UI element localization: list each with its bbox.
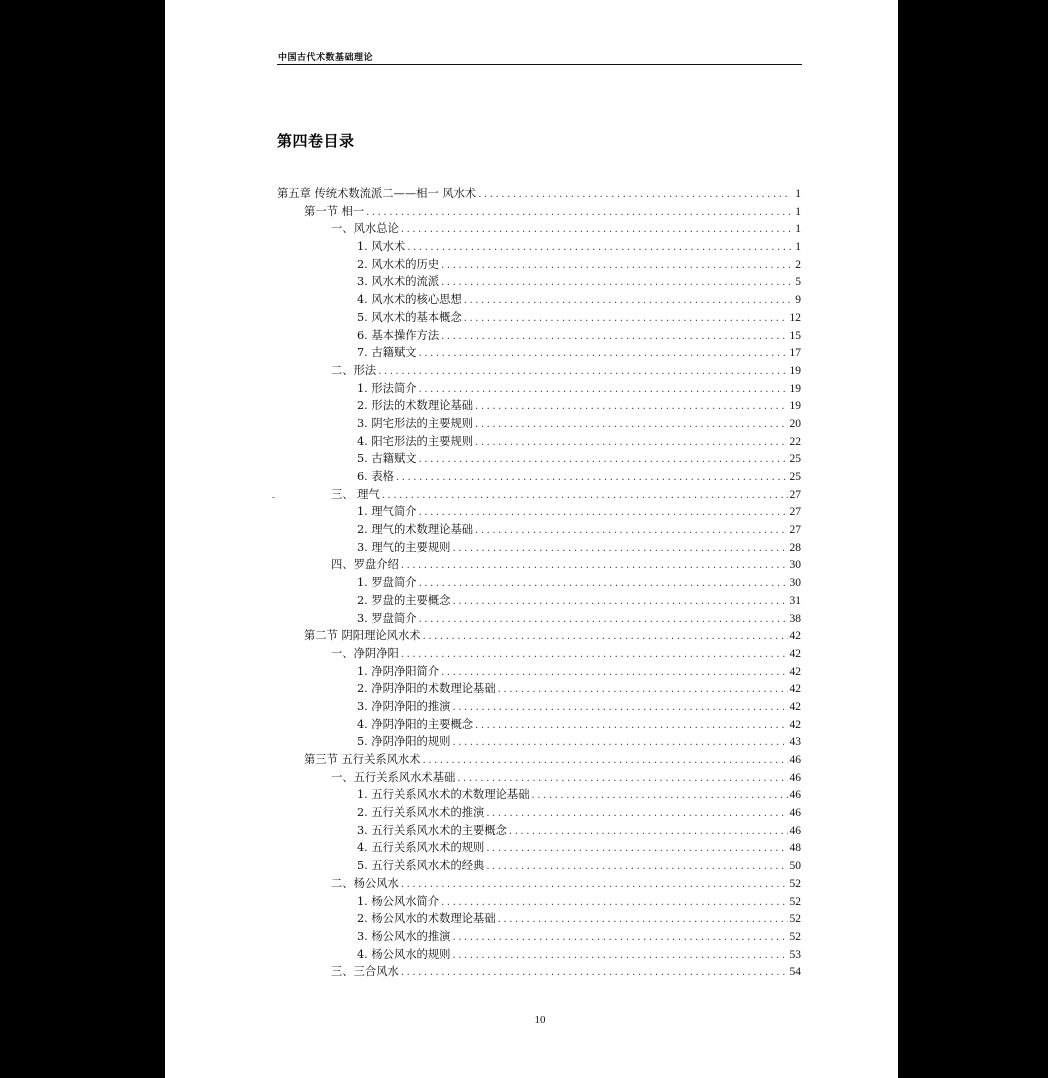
dot-leader [498, 684, 788, 695]
toc-entry[interactable] [277, 574, 801, 592]
toc-entry-title: 5. 五行关系风水术的经典 [357, 859, 485, 873]
toc-entry-page: 50 [789, 860, 801, 873]
toc-entry[interactable] [277, 291, 801, 309]
toc-entry-title: 4. 阳宅形法的主要规则 [357, 434, 474, 448]
toc-entry-page: 1 [795, 223, 801, 236]
toc-entry-title: 二、杨公风水 [331, 876, 399, 890]
dot-leader [475, 419, 787, 430]
dot-leader [419, 507, 788, 518]
dot-leader [401, 224, 791, 235]
toc-entry[interactable] [277, 397, 801, 415]
toc-entry-title: 1. 罗盘简介 [357, 576, 417, 590]
toc-entry-title: 3. 净阴净阳的推演 [357, 699, 451, 713]
toc-entry-page: 43 [789, 736, 801, 749]
toc-entry[interactable] [277, 521, 801, 539]
dot-leader [452, 932, 787, 943]
toc-entry[interactable] [277, 716, 801, 734]
toc-entry[interactable] [277, 503, 801, 521]
toc-entry[interactable] [277, 362, 801, 380]
toc-entry-title: 3. 风水术的流派 [357, 275, 440, 289]
toc-entry-page: 27 [789, 506, 801, 519]
document-page [165, 0, 898, 1078]
toc-entry-page: 52 [789, 895, 801, 908]
toc-entry-page: 9 [795, 294, 801, 307]
toc-entry-page: 25 [789, 471, 801, 483]
toc-entry-page: 52 [789, 877, 801, 890]
toc-entry-page: 42 [789, 683, 801, 696]
toc-entry-title: 5. 净阴净阳的规则 [357, 735, 451, 749]
toc-entry[interactable] [277, 875, 801, 893]
toc-entry[interactable] [277, 433, 801, 451]
toc-entry-page: 2 [795, 258, 801, 271]
toc-entry[interactable] [277, 610, 801, 628]
toc-entry-title: 四、罗盘介绍 [331, 558, 399, 572]
toc-entry-title: 4. 风水术的核心思想 [357, 293, 462, 307]
toc-entry-page: 31 [789, 594, 801, 607]
toc-entry[interactable] [277, 273, 801, 291]
toc-entry-title: 三、 理气 [331, 487, 380, 501]
toc-entry-title: 3. 阴宅形法的主要规则 [357, 416, 474, 430]
toc-entry-title: 一、净阴净阳 [331, 646, 399, 660]
dot-leader [532, 790, 788, 801]
toc-title: 第四卷目录 [277, 132, 355, 150]
toc-entry[interactable] [277, 857, 801, 875]
dot-leader [441, 277, 791, 288]
toc-entry-title: 二、形法 [331, 363, 377, 377]
toc-entry[interactable] [277, 539, 801, 557]
dot-leader [475, 401, 787, 412]
toc-entry-title: 1. 五行关系风水术的术数理论基础 [357, 788, 530, 802]
header-rule [277, 64, 802, 65]
toc-entry[interactable] [277, 627, 801, 645]
toc-entry[interactable] [277, 946, 801, 964]
dot-leader [452, 950, 787, 961]
dot-leader [423, 631, 788, 642]
dot-leader [457, 773, 787, 784]
toc-entry[interactable] [277, 203, 801, 221]
toc-entry[interactable] [277, 380, 801, 398]
toc-entry-page: 27 [789, 488, 801, 501]
dot-leader [486, 808, 787, 819]
dot-leader [464, 313, 788, 324]
dot-leader [452, 702, 787, 713]
toc-entry-page: 46 [789, 824, 801, 837]
toc-entry-page: 46 [789, 789, 801, 802]
toc-entry[interactable] [277, 822, 801, 840]
toc-entry[interactable] [277, 309, 801, 327]
toc-entry[interactable] [277, 327, 801, 345]
toc-entry-page: 19 [789, 400, 801, 413]
toc-entry-title: 第三节 五行关系风水术 [304, 753, 421, 766]
toc-entry[interactable] [277, 928, 801, 946]
toc-entry-page: 1 [795, 241, 801, 254]
toc-entry-title: 三、三合风水 [331, 965, 399, 979]
dot-leader [419, 578, 788, 589]
toc-entry[interactable] [277, 804, 801, 822]
toc-entry[interactable] [277, 698, 801, 716]
toc-entry-title: 4. 杨公风水的规则 [357, 947, 451, 961]
toc-entry[interactable] [277, 450, 801, 468]
toc-entry[interactable] [277, 645, 801, 663]
toc-entry[interactable] [277, 751, 801, 769]
dot-leader [441, 331, 787, 342]
dot-leader [486, 843, 787, 854]
toc-entry-page: 53 [789, 948, 801, 961]
dot-leader [486, 861, 787, 872]
toc-entry-title: 7. 古籍赋文 [357, 346, 417, 360]
toc-entry[interactable] [277, 733, 801, 751]
toc-entry[interactable] [277, 415, 801, 433]
toc-entry-page: 1 [795, 205, 801, 218]
toc-entry-page: 48 [789, 842, 801, 855]
toc-entry-page: 42 [789, 700, 801, 713]
toc-entry-page: 46 [789, 771, 801, 784]
toc-entry-page: 46 [789, 807, 801, 820]
dot-leader [401, 560, 788, 571]
toc-entry[interactable] [277, 468, 801, 486]
toc-entry[interactable] [277, 256, 801, 274]
toc-entry-page: 1 [795, 188, 801, 200]
dot-leader [419, 384, 788, 395]
dot-leader [378, 366, 787, 377]
dot-leader [382, 490, 788, 501]
dot-leader [452, 543, 787, 554]
toc-entry[interactable] [277, 592, 801, 610]
toc-entry-title: 第一节 相一 [304, 204, 365, 218]
toc-entry-title: 2. 净阴净阳的术数理论基础 [357, 682, 496, 696]
toc-entry-title: 3. 杨公风水的推演 [357, 929, 451, 943]
toc-entry-title: 第二节 阴阳理论风水术 [304, 629, 421, 643]
toc-entry-page: 5 [795, 276, 801, 289]
toc-entry-page: 27 [789, 524, 801, 537]
dot-leader [452, 737, 787, 748]
toc-entry-title: 1. 净阴净阳简介 [357, 664, 440, 678]
dot-leader [366, 207, 791, 218]
dot-leader [441, 897, 787, 908]
dot-leader [478, 189, 791, 200]
toc-entry-title: 2. 形法的术数理论基础 [357, 399, 474, 413]
toc-entry-page: 28 [789, 541, 801, 554]
toc-entry-title: 3. 理气的主要规则 [357, 540, 451, 554]
toc-entry-title: 第五章 传统术数流派二——相一 风水术 [277, 187, 477, 200]
toc-entry-title: 2. 罗盘的主要概念 [357, 593, 451, 607]
dot-leader [452, 596, 787, 607]
toc-entry-page: 20 [789, 417, 801, 430]
toc-entry[interactable] [277, 839, 801, 857]
toc-entry-title: 3. 五行关系风水术的主要概念 [357, 823, 507, 837]
toc-entry[interactable] [277, 769, 801, 787]
toc-entry-page: 22 [789, 435, 801, 448]
dot-leader [475, 720, 787, 731]
running-header: 中国古代术数基础理论 [278, 53, 374, 63]
toc-entry[interactable] [277, 185, 801, 203]
toc-entry-title: 6. 表格 [357, 470, 394, 483]
toc-entry[interactable] [277, 486, 801, 504]
dot-leader [423, 755, 788, 766]
toc-entry[interactable] [277, 238, 801, 256]
toc-entry-title: 一、五行关系风水术基础 [331, 770, 456, 784]
toc-entry[interactable] [277, 963, 801, 981]
toc-entry-page: 19 [789, 382, 801, 395]
toc-entry-page: 46 [789, 754, 801, 766]
toc-entry-page: 42 [789, 718, 801, 731]
toc-entry[interactable] [277, 344, 801, 362]
toc-entry-title: 1. 风水术 [357, 240, 406, 254]
dot-leader [407, 242, 791, 253]
dot-leader [475, 525, 787, 536]
toc-entry-page: 15 [789, 329, 801, 342]
toc-entry-title: 4. 五行关系风水术的规则 [357, 841, 485, 855]
scan-mark [272, 497, 275, 498]
dot-leader [419, 614, 788, 625]
toc-entry-page: 54 [789, 966, 801, 979]
toc-entry-title: 一、风水总论 [331, 222, 399, 236]
toc-entry-title: 1. 杨公风水简介 [357, 894, 440, 908]
toc-entry-page: 25 [789, 453, 801, 466]
dot-leader [464, 295, 791, 306]
toc-entry-title: 2. 杨公风水的术数理论基础 [357, 912, 496, 926]
toc-entry-title: 4. 净阴净阳的主要概念 [357, 717, 474, 731]
dot-leader [498, 914, 788, 925]
toc-entry-page: 52 [789, 930, 801, 943]
toc-entry-page: 42 [789, 647, 801, 660]
dot-leader [401, 879, 788, 890]
toc-entry[interactable] [277, 680, 801, 698]
dot-leader [441, 667, 787, 678]
dot-leader [419, 348, 788, 359]
toc-entry-title: 5. 风水术的基本概念 [357, 310, 462, 324]
toc-entry-title: 6. 基本操作方法 [357, 328, 440, 342]
toc-entry-title: 1. 形法简介 [357, 381, 417, 395]
toc-entry-page: 30 [789, 559, 801, 572]
toc-entry-title: 1. 理气简介 [357, 505, 417, 519]
dot-leader [475, 437, 787, 448]
toc-entry-page: 42 [789, 630, 801, 643]
toc-entry-title: 2. 风水术的历史 [357, 257, 440, 271]
dot-leader [401, 649, 788, 660]
dot-leader [441, 260, 791, 271]
toc-entry-page: 30 [789, 577, 801, 590]
toc-entry-page: 38 [789, 612, 801, 625]
toc-entry-page: 52 [789, 913, 801, 926]
toc-entry[interactable] [277, 663, 801, 681]
toc-entry-page: 12 [789, 311, 801, 324]
dot-leader [396, 472, 788, 483]
table-of-contents [277, 185, 801, 981]
toc-entry[interactable] [277, 556, 801, 574]
dot-leader [509, 826, 788, 837]
toc-entry[interactable] [277, 893, 801, 911]
toc-entry-title: 2. 五行关系风水术的推演 [357, 806, 485, 820]
dot-leader [419, 454, 788, 465]
toc-entry-page: 17 [789, 347, 801, 360]
toc-entry-title: 2. 理气的术数理论基础 [357, 523, 474, 537]
page-number: 10 [534, 1014, 546, 1026]
toc-entry[interactable] [277, 220, 801, 238]
toc-entry-page: 42 [789, 665, 801, 678]
toc-entry-title: 5. 古籍赋文 [357, 452, 417, 466]
toc-entry[interactable] [277, 786, 801, 804]
toc-entry-title: 3. 罗盘简介 [357, 611, 417, 625]
toc-entry[interactable] [277, 910, 801, 928]
toc-entry-page: 19 [789, 364, 801, 377]
dot-leader [401, 967, 788, 978]
